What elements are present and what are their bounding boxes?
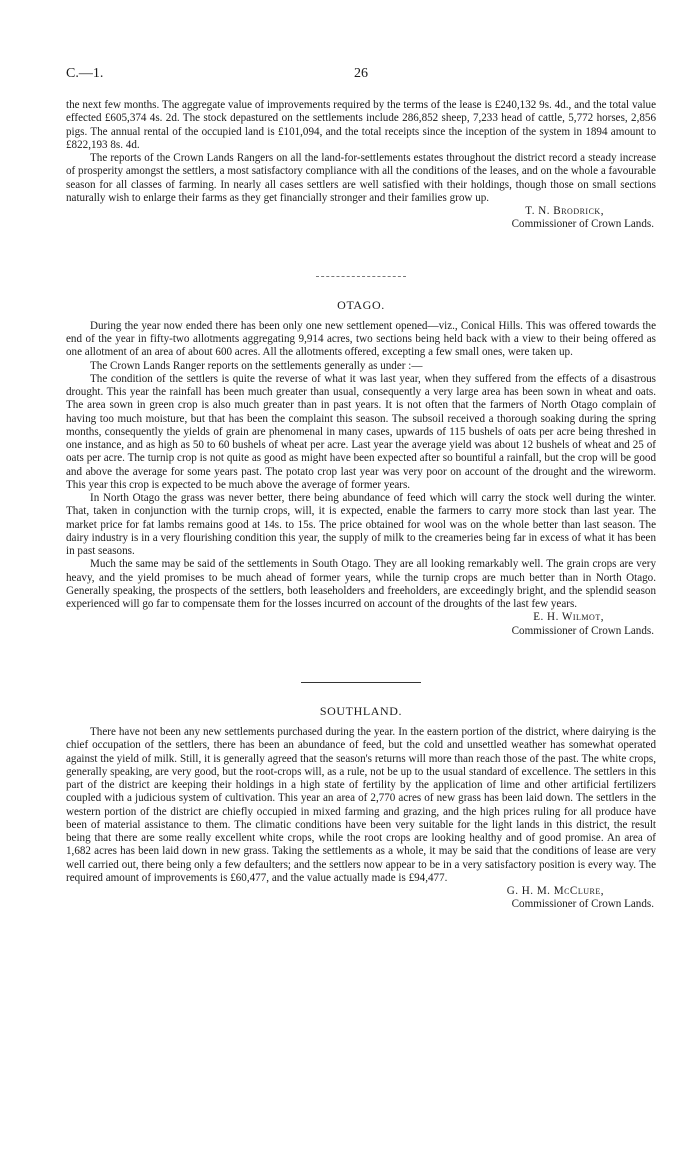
otago-section bbox=[66, 299, 656, 638]
paragraph: During the year now ended there has been only one new settlement opened—viz., Conical Hills. This was offered towards the end of the year in fifty-two allotments aggregating 9,914 acres, two sections being held back with a view to their being offered as one allotment of an area of about 600 acres. All the allotments offered, excepting a few small ones, were taken up. bbox=[66, 319, 656, 359]
signatory-name: G. H. M. McClure, bbox=[506, 885, 604, 897]
signature-block bbox=[66, 611, 656, 638]
page-number: 26 bbox=[354, 66, 368, 81]
section-heading: SOUTHLAND. bbox=[319, 703, 403, 718]
parliamentary-paper-reference: C.—1. bbox=[66, 66, 104, 81]
southland-section bbox=[66, 705, 656, 912]
paragraph: The reports of the Crown Lands Rangers on all the land-for-settlements estates throughout the district record a steady increase of prosperity amongst the settlers, a most satisfactory compliance with all the conditions of the leases, and on the whole a favourable season for all classes of farming. In nearly all cases settlers are well satisfied with their holdings, though those on small sections naturally wish to enlarge their farms as they get financially stronger and their families grow up. bbox=[66, 152, 656, 204]
signatory-name: T. N. Brodrick, bbox=[525, 205, 604, 217]
section-heading: OTAGO. bbox=[337, 297, 385, 312]
section-divider bbox=[316, 276, 406, 277]
signatory-title: Commissioner of Crown Lands. bbox=[511, 898, 654, 911]
signatory-title: Commissioner of Crown Lands. bbox=[511, 218, 654, 231]
canterbury-continuation-section bbox=[66, 99, 656, 232]
section-divider bbox=[301, 682, 421, 683]
paragraph: In North Otago the grass was never better, there being abundance of feed which will carry the stock well during the winter. That, taken in conjunction with the turnip crops, will, it is expected, enable the farmers to carry more stock than last year. The market price for fat lambs remains good at 14s. to 15s. The price obtained for wool was on the whole better than last season. The dairy industry is in a very flourishing condition this year, the supply of milk to the creameries being far in excess of what it has been in past seasons. bbox=[66, 492, 656, 557]
paragraph: There have not been any new settlements purchased during the year. In the eastern portion of the district, where dairying is the chief occupation of the settlers, there has been an abundance of feed, but the cold and unsettled weather has somewhat operated against the yield of milk. Still, it is generally agreed that the season's returns will more than reach those of the past. The white crops, generally speaking, are very good, but the root-crops will, as a rule, not be up to the usual standard of excellence. The settlers in this part of the district are keeping their holdings in a high state of fertility by the application of lime and other artificial fertilizers coupled with a judicious system of cultivation. This year an area of 2,770 acres of new grass has been laid down. The settlers in the western portion of the district are chiefly occupied in mixed farming and grazing, and the high prices ruling for all produce have been of material assistance to them. The climatic conditions have been very suitable for the light lands in this district, the result being that there are some really excellent white crops, while the root crops are looking healthy and of good promise. An area of 1,682 acres has been laid down in new grass. Taking the settlements as a whole, it may be said that the conditions of lease are very well carried out, there being only a few defaulters; and the settlers now appear to be in a very satisfactory position is every way. The required amount of improvements is £60,477, and the value actually made is £94,477. bbox=[66, 726, 656, 884]
page-body bbox=[66, 99, 656, 912]
paragraph: the next few months. The aggregate value of improvements required by the terms of the lease is £240,132 9s. 4d., and the total value effected £605,374 4s. 2d. The stock depastured on the settlements include 286,852 sheep, 7,233 head of cattle, 5,772 horses, 2,856 pigs. The annual rental of the occupied land is £101,094, and the total receipts since the inception of the system in 1894 amount to £822,193 8s. 4d. bbox=[66, 99, 656, 151]
signatory-name: E. H. Wilmot, bbox=[533, 611, 604, 624]
paragraph: The condition of the settlers is quite the reverse of what it was last year, when they suffered from the effects of a disastrous drought. This year the rainfall has been much greater than usual, consequently a very large area has been sown in wheat and oats. The area sown in green crop is also much greater than in past years. It is not often that the farmers of North Otago complain of having too much moisture, but that has been the complaint this season. The subsoil received a thorough soaking during the spring months, consequently the yields of grain are phenomenal in many cases, upwards of 115 bushels of oats per acre being threshed in one instance, and as high as 50 to 60 bushels of wheat per acre. Last year the average yield was about 12 bushels of wheat and 25 of oats per acre. The turnip crop is not quite as good as might have been expected after so bountiful a rainfall, but the crop will be good and above the average for some years past. The potato crop last year was very poor on account of the drought and the wireworm. This year this crop is expected to be much above the average of former years. bbox=[66, 372, 656, 491]
signatory-title: Commissioner of Crown Lands. bbox=[511, 624, 654, 637]
signature-block bbox=[66, 885, 656, 912]
paragraph: The Crown Lands Ranger reports on the settlements generally as under :— bbox=[90, 359, 423, 372]
signature-block bbox=[66, 205, 656, 232]
paragraph: Much the same may be said of the settlements in South Otago. They are all looking remarkably well. The grain crops are very heavy, and the yield promises to be much ahead of former years, while the turnip crops are much better than in North Otago. Generally speaking, the prospects of the settlers, both leaseholders and freeholders, are exceedingly bright, and the splendid season experienced will go far to compensate them for the losses incurred on account of the droughts of the last few years. bbox=[66, 558, 656, 610]
running-header bbox=[66, 66, 656, 84]
